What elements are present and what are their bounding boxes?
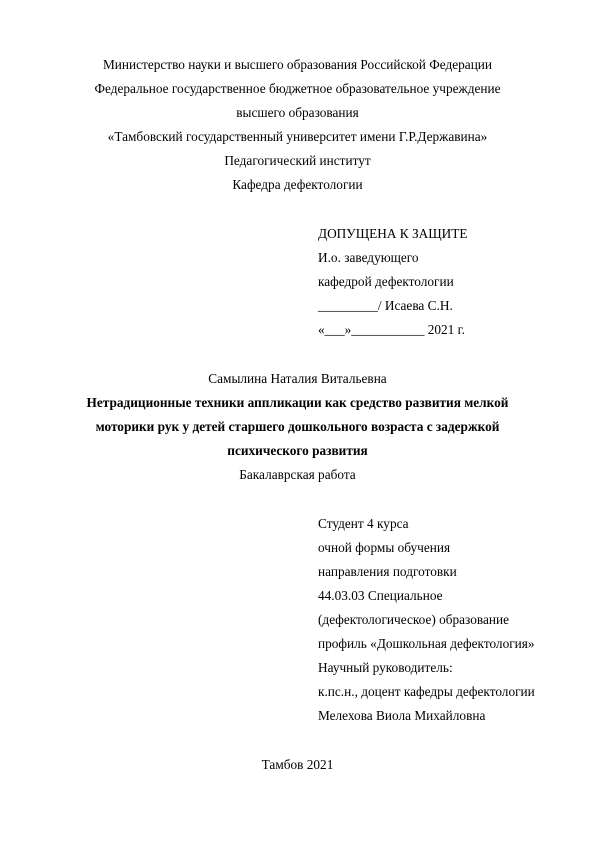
student-info-line-5: (дефектологическое) образование: [318, 612, 510, 627]
student-info-line-1: Студент 4 курса: [318, 516, 409, 531]
approval-signature: _________/ Исаева С.Н.: [318, 298, 453, 313]
supervisor-position: к.пс.н., доцент кафедры дефектологии: [318, 684, 535, 699]
thesis-title-line-3: психического развития: [227, 443, 368, 458]
thesis-title-line-2: моторики рук у детей старшего дошкольного возраста с задержкой: [95, 419, 500, 434]
institute-name: Педагогический институт: [224, 153, 371, 168]
institution-line-2: высшего образования: [236, 105, 359, 120]
approval-heading: ДОПУЩЕНА К ЗАЩИТЕ: [318, 226, 468, 241]
student-info-line-6: профиль «Дошкольная дефектология»: [318, 636, 535, 651]
institution-line-1: Федеральное государственное бюджетное образовательное учреждение: [94, 81, 501, 96]
work-type: Бакалаврская работа: [239, 467, 356, 482]
approval-role-department: кафедрой дефектологии: [318, 274, 454, 289]
approval-date: «___»___________ 2021 г.: [318, 322, 465, 337]
city-year: Тамбов 2021: [261, 757, 334, 772]
author-name: Самылина Наталия Витальевна: [208, 371, 387, 386]
university-name: «Тамбовский государственный университет имени Г.Р.Державина»: [107, 129, 488, 144]
supervisor-name: Мелехова Виола Михайловна: [318, 708, 486, 723]
approval-role: И.о. заведующего: [318, 250, 419, 265]
student-info-line-2: очной формы обучения: [318, 540, 451, 555]
supervisor-label: Научный руководитель:: [318, 660, 453, 675]
thesis-title-line-1: Нетрадиционные техники аппликации как средство развития мелкой: [86, 395, 509, 410]
student-info-line-3: направления подготовки: [318, 564, 457, 579]
ministry-line: Министерство науки и высшего образования Российской Федерации: [102, 57, 493, 72]
student-info-line-4: 44.03.03 Специальное: [318, 588, 443, 603]
department-name: Кафедра дефектологии: [232, 177, 363, 192]
